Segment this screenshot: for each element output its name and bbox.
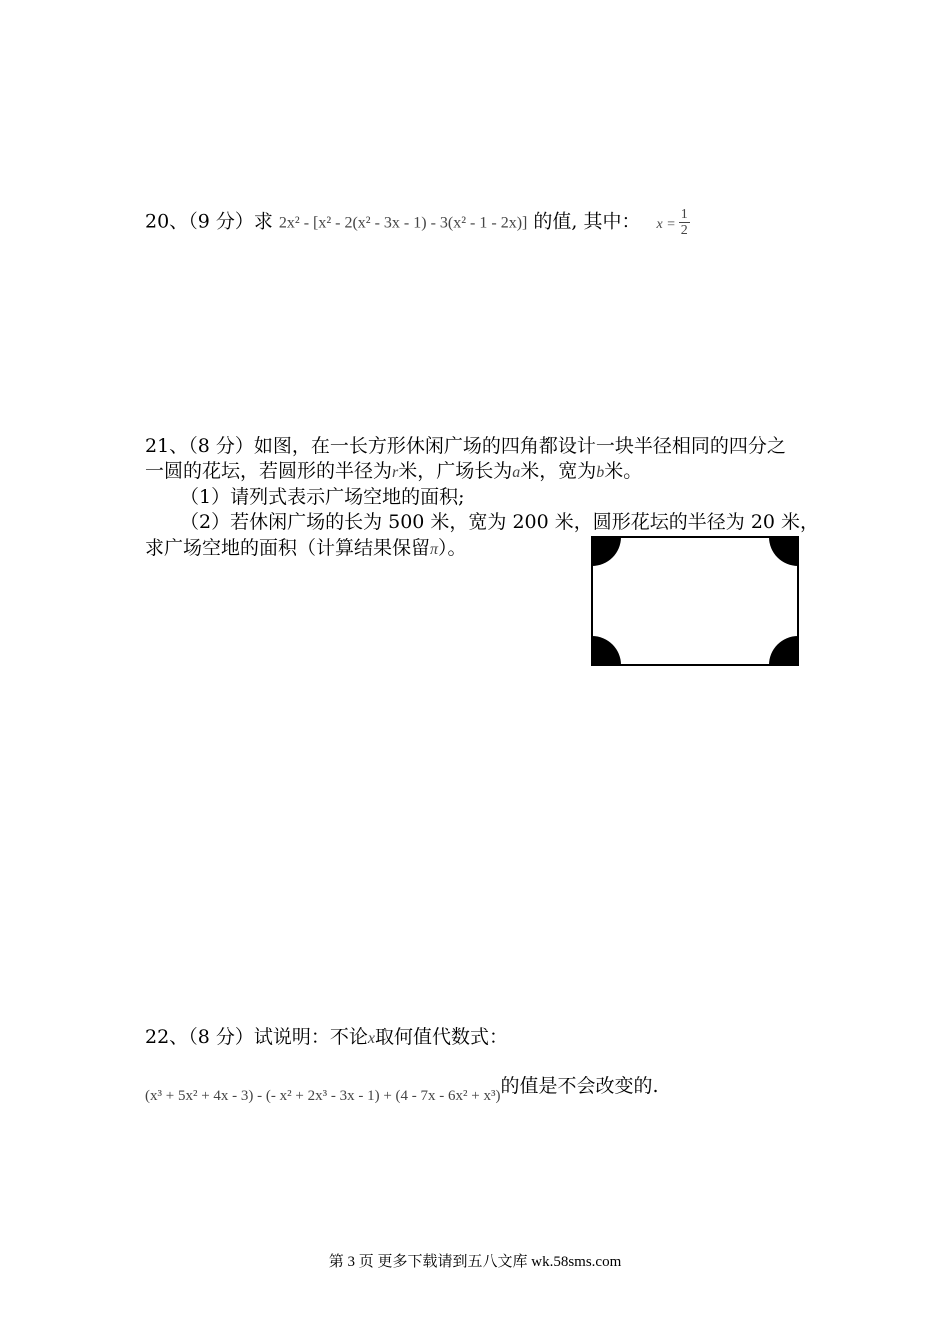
question-22 xyxy=(145,1025,508,1051)
q21-score: （8 分） xyxy=(188,435,254,457)
q20-frac-numerator: 1 xyxy=(680,207,688,222)
q20-tail: 的值, 其中： xyxy=(533,210,641,233)
q21-line-2 xyxy=(145,459,642,485)
plaza-figure xyxy=(591,536,799,666)
q21-var-a: a xyxy=(512,464,521,481)
q21-line-1 xyxy=(145,434,786,458)
q22-text-a: 试说明：不论 xyxy=(253,1026,368,1048)
q20-condition-fraction xyxy=(679,207,690,238)
q20-score: （9 分） xyxy=(188,210,254,233)
plaza-rectangle xyxy=(592,537,798,665)
q21-var-b: b xyxy=(596,464,605,481)
q21-part2-line2-b: ）。 xyxy=(438,537,467,559)
question-20 xyxy=(145,207,690,238)
q21-part-2-line-2 xyxy=(145,536,467,562)
q21-line2-a: 一圆的花坛，若圆形的半径为 xyxy=(145,460,393,482)
q21-number: 21、 xyxy=(145,435,189,457)
q21-line2-d: 米。 xyxy=(604,460,643,482)
q21-part1-text: （1）请列式表示广场空地的面积; xyxy=(180,486,465,508)
q22-expression: (x³ + 5x² + 4x - 3) - (- x² + 2x³ - 3x - 1) + (4 - 7x - 6x² + x³) xyxy=(145,1088,501,1104)
page-footer: 第 3 页 更多下载请到五八文库 wk.58sms.com xyxy=(328,1254,622,1270)
q22-tail: 的值是不会改变的. xyxy=(500,1075,659,1097)
q21-part2-line2-a: 求广场空地的面积（计算结果保留 xyxy=(145,537,431,559)
q22-score: （8 分） xyxy=(188,1026,254,1048)
q21-line2-b: 米，广场长为 xyxy=(398,460,513,482)
q21-var-pi: π xyxy=(430,541,439,558)
q21-var-r: r xyxy=(392,464,399,481)
q22-expression-line xyxy=(145,1075,659,1108)
q21-part-1 xyxy=(180,485,465,509)
q22-text-b: 取何值代数式： xyxy=(374,1026,508,1048)
q21-part-2 xyxy=(180,510,819,534)
q22-number: 22、 xyxy=(145,1026,189,1048)
q20-expression: 2x² - [x² - 2(x² - 3x - 1) - 3(x² - 1 - 2x)] xyxy=(278,214,528,232)
q20-number: 20、 xyxy=(145,210,189,233)
q22-var-x: x xyxy=(367,1030,375,1047)
q21-line2-c: 米，宽为 xyxy=(520,460,597,482)
q21-part2-text: （2）若休闲广场的长为 500 米，宽为 200 米，圆形花坛的半径为 20 米， xyxy=(180,511,820,533)
q20-frac-denominator: 2 xyxy=(680,223,688,238)
q20-condition-var: x = xyxy=(656,216,676,232)
q20-lead: 求 xyxy=(253,210,273,233)
q21-line1: 如图，在一长方形休闲广场的四角都设计一块半径相同的四分之 xyxy=(253,435,786,457)
